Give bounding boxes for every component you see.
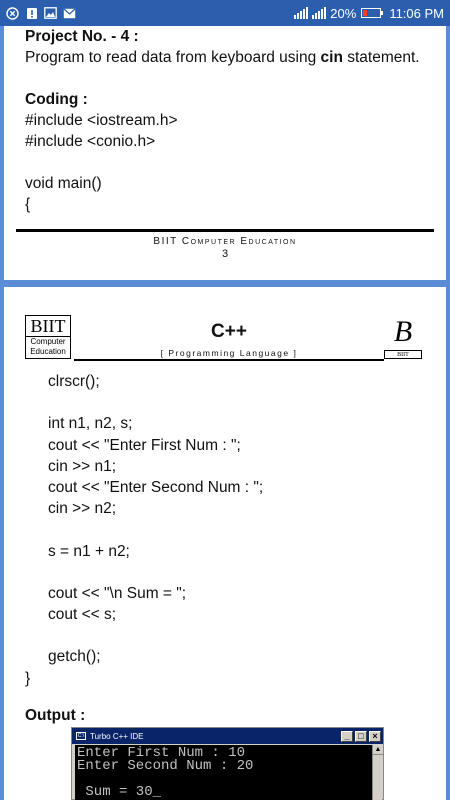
code-line: s = n1 + n2; (48, 542, 130, 560)
code-line: #include <iostream.h> (25, 112, 178, 129)
header-rule (74, 359, 384, 361)
code-line: int n1, n2, s; (48, 415, 133, 433)
code-block (4, 371, 446, 689)
close-circle-icon (6, 7, 19, 20)
code-line: cout << "\n Sum = "; (48, 584, 187, 602)
email-icon (63, 7, 76, 20)
image-icon (44, 7, 57, 20)
status-bar (0, 0, 450, 26)
code-line: cin >> n1; (48, 457, 117, 475)
alert-icon (25, 7, 38, 20)
brand-logo: B BIIT (380, 315, 426, 359)
code-line: } (25, 669, 31, 687)
battery-icon (361, 8, 381, 18)
clock: 11:06 PM (389, 5, 444, 21)
footer-text: BIIT Computer Education (153, 236, 297, 247)
code-line (25, 152, 435, 173)
signal-1-icon (294, 7, 308, 19)
code-line: cout << s; (48, 606, 117, 624)
terminal-app-icon: C:\ (77, 733, 85, 739)
notification-icons (6, 7, 76, 20)
code-line: #include <conio.h> (25, 133, 156, 150)
page-3-content (25, 26, 435, 215)
page-number: 3 (221, 248, 229, 260)
document-page-3 (4, 26, 446, 280)
scroll-up-icon[interactable]: ▲ (374, 746, 382, 753)
terminal-titlebar (72, 728, 383, 744)
terminal-scrollbar[interactable] (372, 745, 382, 800)
code-line: cin >> n2; (48, 500, 117, 518)
code-line: void main() (25, 175, 102, 192)
output-label: Output : (25, 707, 86, 724)
signal-2-icon (312, 7, 326, 19)
project-description: Program to read data from keyboard using cin statement. (25, 49, 420, 66)
terminal-line: Enter Second Num : 20 (77, 758, 254, 774)
system-status (294, 6, 444, 21)
project-title: Project No. - 4 : (25, 28, 139, 45)
terminal-line: Sum = 30_ (77, 784, 162, 800)
maximize-button[interactable]: □ (355, 731, 367, 742)
header-title: C++ (211, 321, 247, 342)
code-line (4, 392, 446, 413)
code-line: { (25, 196, 31, 213)
code-line: getch(); (48, 648, 101, 666)
code-line: cout << "Enter Second Num : "; (48, 478, 264, 496)
terminal-title: Turbo C++ IDE (90, 731, 144, 741)
terminal-line: Enter First Num : 10 (77, 745, 246, 761)
battery-percent: 20% (330, 5, 357, 21)
terminal-window (71, 727, 384, 800)
close-button[interactable]: × (369, 731, 381, 742)
footer-rule (16, 229, 434, 232)
code-line (4, 625, 446, 646)
document-page-4 (4, 287, 446, 800)
minimize-button[interactable]: _ (341, 731, 353, 742)
code-line (4, 519, 446, 540)
code-line (4, 562, 446, 583)
code-line: clrscr(); (48, 373, 100, 390)
header-subtitle: [ Programming Language ] (160, 348, 298, 358)
coding-label: Coding : (25, 91, 88, 108)
biit-logo: BIIT Computer Education (25, 315, 71, 359)
terminal-output (75, 745, 372, 800)
code-line: cout << "Enter First Num : "; (48, 436, 241, 454)
